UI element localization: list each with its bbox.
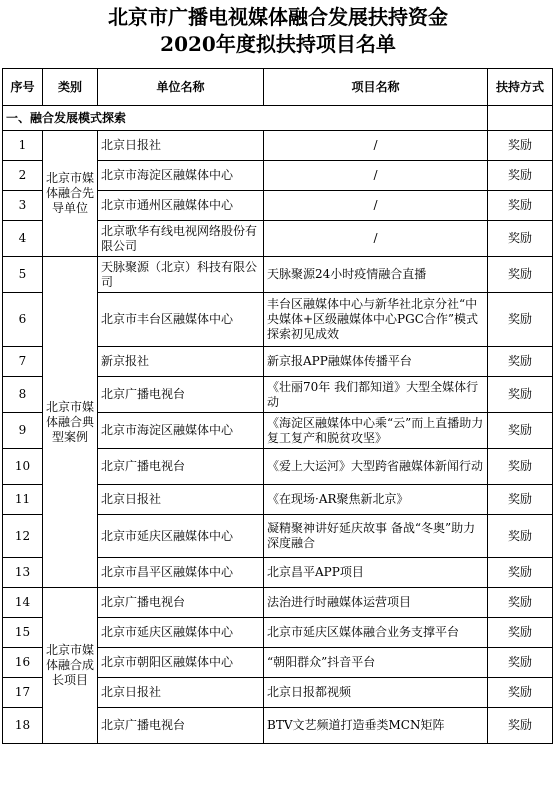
row-method: 奖励 — [488, 558, 553, 588]
title-line-2: 2020年度拟扶持项目名单 — [160, 32, 396, 56]
row-project: 《壮丽70年 我们都知道》大型全媒体行动 — [264, 377, 488, 413]
row-project: 《在现场·AR聚焦新北京》 — [264, 485, 488, 515]
header-project: 项目名称 — [264, 69, 488, 106]
row-unit: 北京市昌平区融媒体中心 — [98, 558, 264, 588]
row-method: 奖励 — [488, 515, 553, 558]
row-seq: 11 — [3, 485, 43, 515]
row-unit: 北京市延庆区融媒体中心 — [98, 515, 264, 558]
row-seq: 12 — [3, 515, 43, 558]
row-project: 法治进行时融媒体运营项目 — [264, 588, 488, 618]
row-seq: 3 — [3, 191, 43, 221]
table-row — [3, 257, 553, 293]
table-row — [3, 131, 553, 161]
row-method: 奖励 — [488, 708, 553, 744]
row-seq: 14 — [3, 588, 43, 618]
row-method: 奖励 — [488, 221, 553, 257]
row-unit: 北京日报社 — [98, 485, 264, 515]
row-project: 《爱上大运河》大型跨省融媒体新闻行动 — [264, 449, 488, 485]
row-seq: 5 — [3, 257, 43, 293]
row-method: 奖励 — [488, 161, 553, 191]
row-seq: 6 — [3, 293, 43, 347]
row-method: 奖励 — [488, 413, 553, 449]
row-unit: 北京市通州区融媒体中心 — [98, 191, 264, 221]
row-unit: 新京报社 — [98, 347, 264, 377]
row-project: 凝精聚神讲好延庆故事 备战“冬奥”助力深度融合 — [264, 515, 488, 558]
row-method: 奖励 — [488, 377, 553, 413]
row-unit: 北京市海淀区融媒体中心 — [98, 161, 264, 191]
table-header-row — [3, 69, 553, 106]
row-seq: 18 — [3, 708, 43, 744]
row-method: 奖励 — [488, 618, 553, 648]
row-project: 北京日报都视频 — [264, 678, 488, 708]
row-project: 新京报APP融媒体传播平台 — [264, 347, 488, 377]
section-title: 一、融合发展模式探索 — [3, 106, 488, 131]
header-method: 扶持方式 — [488, 69, 553, 106]
row-method: 奖励 — [488, 347, 553, 377]
row-seq: 15 — [3, 618, 43, 648]
row-seq: 2 — [3, 161, 43, 191]
row-unit: 北京广播电视台 — [98, 377, 264, 413]
row-seq: 8 — [3, 377, 43, 413]
row-seq: 10 — [3, 449, 43, 485]
header-seq: 序号 — [3, 69, 43, 106]
row-unit: 北京广播电视台 — [98, 708, 264, 744]
row-unit: 北京日报社 — [98, 131, 264, 161]
row-seq: 9 — [3, 413, 43, 449]
header-category: 类别 — [43, 69, 98, 106]
row-method: 奖励 — [488, 191, 553, 221]
row-project: 天脉聚源24小时疫情融合直播 — [264, 257, 488, 293]
document-title — [0, 4, 556, 64]
row-method: 奖励 — [488, 131, 553, 161]
row-project: / — [264, 161, 488, 191]
row-unit: 北京市海淀区融媒体中心 — [98, 413, 264, 449]
row-project: 北京市延庆区媒体融合业务支撑平台 — [264, 618, 488, 648]
section-row — [3, 106, 553, 131]
row-seq: 7 — [3, 347, 43, 377]
row-unit: 北京市丰台区融媒体中心 — [98, 293, 264, 347]
row-seq: 17 — [3, 678, 43, 708]
row-project: / — [264, 221, 488, 257]
row-seq: 4 — [3, 221, 43, 257]
row-method: 奖励 — [488, 449, 553, 485]
row-seq: 13 — [3, 558, 43, 588]
row-unit: 天脉聚源（北京）科技有限公司 — [98, 257, 264, 293]
row-project: / — [264, 191, 488, 221]
row-method: 奖励 — [488, 648, 553, 678]
row-seq: 16 — [3, 648, 43, 678]
row-method: 奖励 — [488, 293, 553, 347]
row-project: 《海淀区融媒体中心乘“云”而上直播助力复工复产和脱贫攻坚》 — [264, 413, 488, 449]
row-unit: 北京歌华有线电视网络股份有限公司 — [98, 221, 264, 257]
row-method: 奖励 — [488, 678, 553, 708]
category-cell: 北京市媒体融合典型案例 — [43, 257, 98, 588]
project-list-table — [2, 68, 553, 744]
category-cell: 北京市媒体融合成长项目 — [43, 588, 98, 744]
row-project: “朝阳群众”抖音平台 — [264, 648, 488, 678]
row-method: 奖励 — [488, 485, 553, 515]
row-project: BTV文艺频道打造垂类MCN矩阵 — [264, 708, 488, 744]
table-row — [3, 588, 553, 618]
row-method: 奖励 — [488, 588, 553, 618]
row-unit: 北京日报社 — [98, 678, 264, 708]
row-unit: 北京市延庆区融媒体中心 — [98, 618, 264, 648]
category-cell: 北京市媒体融合先导单位 — [43, 131, 98, 257]
row-unit: 北京广播电视台 — [98, 449, 264, 485]
row-method: 奖励 — [488, 257, 553, 293]
row-unit: 北京广播电视台 — [98, 588, 264, 618]
header-unit: 单位名称 — [98, 69, 264, 106]
row-project: 北京昌平APP项目 — [264, 558, 488, 588]
row-project: 丰台区融媒体中心与新华社北京分社“中央媒体+区级融媒体中心PGC合作”模式探索初见成效 — [264, 293, 488, 347]
title-line-1: 北京市广播电视媒体融合发展扶持资金 — [108, 5, 448, 29]
row-project: / — [264, 131, 488, 161]
section-empty-cell — [488, 106, 553, 131]
row-seq: 1 — [3, 131, 43, 161]
row-unit: 北京市朝阳区融媒体中心 — [98, 648, 264, 678]
